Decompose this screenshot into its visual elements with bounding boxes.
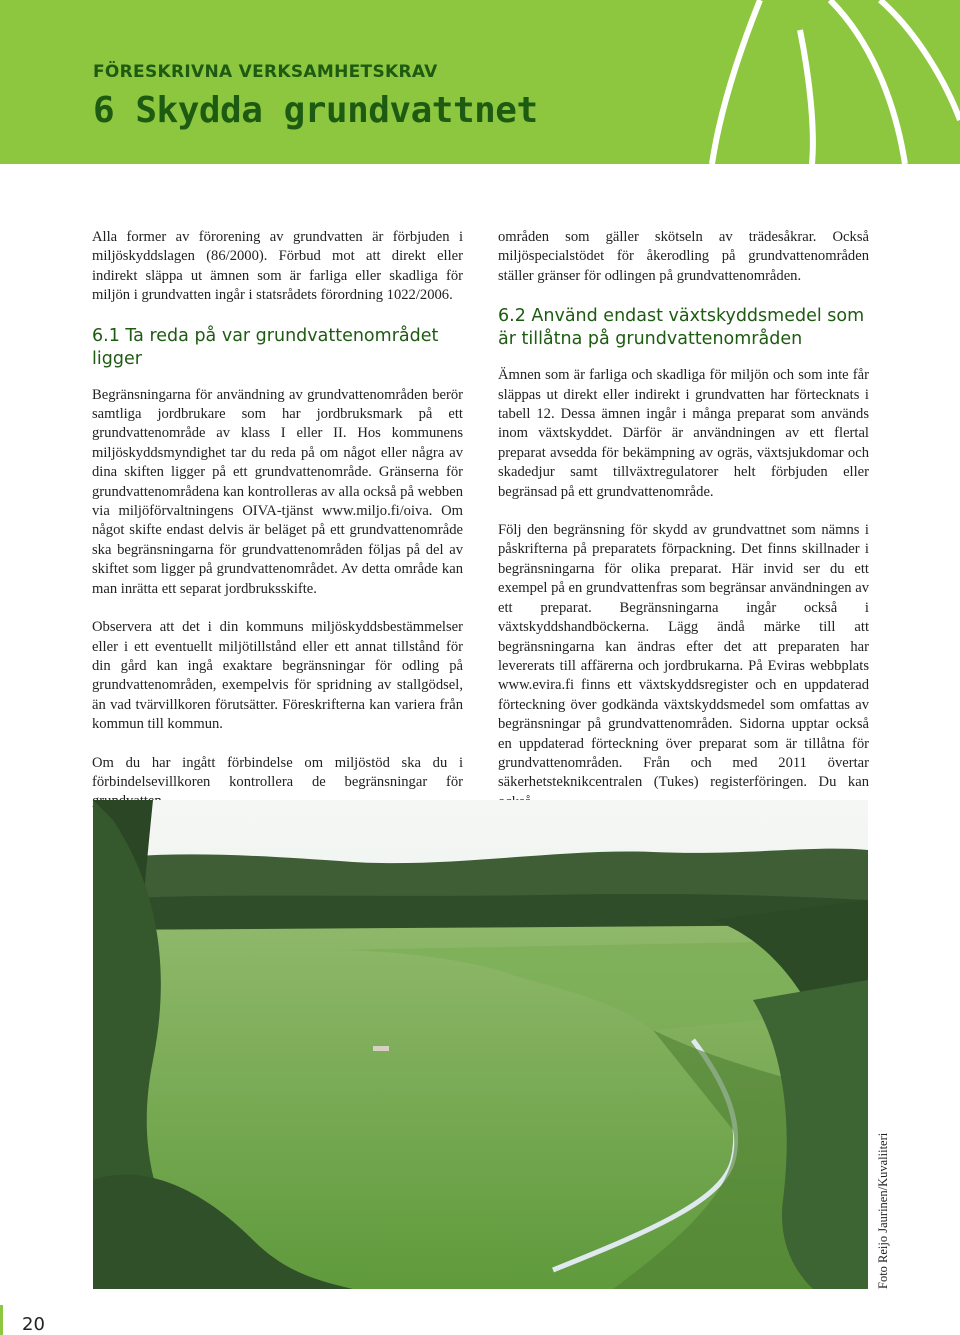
section-paragraph: Om du har ingått förbindelse om miljöstöd ska du i förbindelsevillkoren kontrollera de begränsningar för — [92, 754, 463, 790]
page-number: 20 — [22, 1314, 45, 1335]
right-column — [498, 228, 869, 831]
section-heading-6-2: 6.2 Använd endast växtskyddsmedel som är tillåtna på grundvattenområden — [498, 306, 865, 350]
section-paragraph: Ämnen som är farliga och skadliga för miljön och som inte får släppas ut direkt eller indirekt i grundvatten har förtecknats i tabell 12. Dessa ämnen ingår i många preparat som används inom växtskyddet. Därför är användningen av ett flertal preparat avsedda för bekämpning av ogräs, växtsjukdomar och skadedjur samt tillväxtregulatorer helt förbjuden eller begränsad på ett grundvattenområde. — [498, 367, 869, 500]
section-paragraph: Observera att det i din kommuns miljöskyddsbestämmelser eller i ett eventuellt miljötillstånd eller ett annat tillstånd för din gård kan ingå exaktare begränsningar för odling på grundvattenområden, exempelvis för spridning av stallgödsel, än vad tvärvillkoren förutsätter. Föreskrifterna kan variera från kommun till kommun. — [92, 619, 463, 733]
section-paragraph: Följ den begränsning för skydd av grundvattnet som nämns i påskrifterna på preparatets förpackning. Det finns skillnader i begränsningarna för olika preparat. Här invid ser du ett exempel på en grundvattenfras som begränsar användningen av ett preparat. Begränsningarna ingår också i växtskyddshandböckerna. Lägg ändå märke till att begränsningarna kan ändras efter det att preparaten har levererats till affärerna och jordbrukarna. På Eviras webbplats www.evira.fi finns ett växtskyddsregister och en uppdaterad förteckning över godkända växtskyddsmedel som omfattas av begränsningar på grundvattenområden. Sidorna upptar också en uppdaterad förteckning över preparat som är tillåtna för grundvattenområden. Från och med 2011 övertar säkerhetsteknikcentralen (Tukes) registerföringen. Du kan — [498, 522, 869, 791]
page-title: 6 Skydda grundvattnet — [93, 90, 538, 131]
landscape-image — [93, 800, 868, 1289]
section-heading-6-1: 6.1 Ta reda på var grundvattenområdet ligger — [92, 325, 439, 369]
leaf-decoration-icon — [0, 0, 960, 164]
landscape-photo — [93, 800, 868, 1289]
continued-paragraph: områden som gäller skötseln av trädesåkrar. Också miljöspecialstödet för åkerodling på grundvattenområden ställer gränser för odlingen på grundvattenområden. — [498, 229, 869, 284]
section-paragraph: Begränsningarna för användning av grundvattenområden berör samtliga jordbrukare som har jordbruksmark på ett grundvattenområde av klass I eller II. Hos kommunens miljöskyddsmyndighet tar du reda på om något eller några av dina skiften ligger på ett grundvattenområde. Gränserna för grundvattenområdena kan kontrolleras av alla också på webben via miljöförvaltningens OIVA-tjänst www.miljo.fi/oiva. Om något skifte endast delvis är beläget på ett grundvattenområde ska begränsningarna för grundvattenområden följas på del av skiftet som ligger på grundvattenområdet. Av detta område kan man inrätta ett separat jordbruksskifte. — [92, 386, 463, 597]
page-header — [0, 0, 960, 164]
section-kicker: FÖRESKRIVNA VERKSAMHETSKRAV — [93, 62, 438, 82]
left-column — [92, 228, 463, 831]
photo-credit: Foto Reijo Jaurinen/Kuvaliiteri — [876, 1132, 890, 1289]
page-number-bar — [0, 1305, 3, 1335]
intro-paragraph: Alla former av förorening av grundvatten är förbjuden i miljöskyddslagen (86/2000). Förbud mot att direkt eller indirekt släppa ut ämnen som är farliga eller skadliga för miljön i grundvatten ingår i statsrådets förordning 1022/2006. — [92, 229, 463, 304]
